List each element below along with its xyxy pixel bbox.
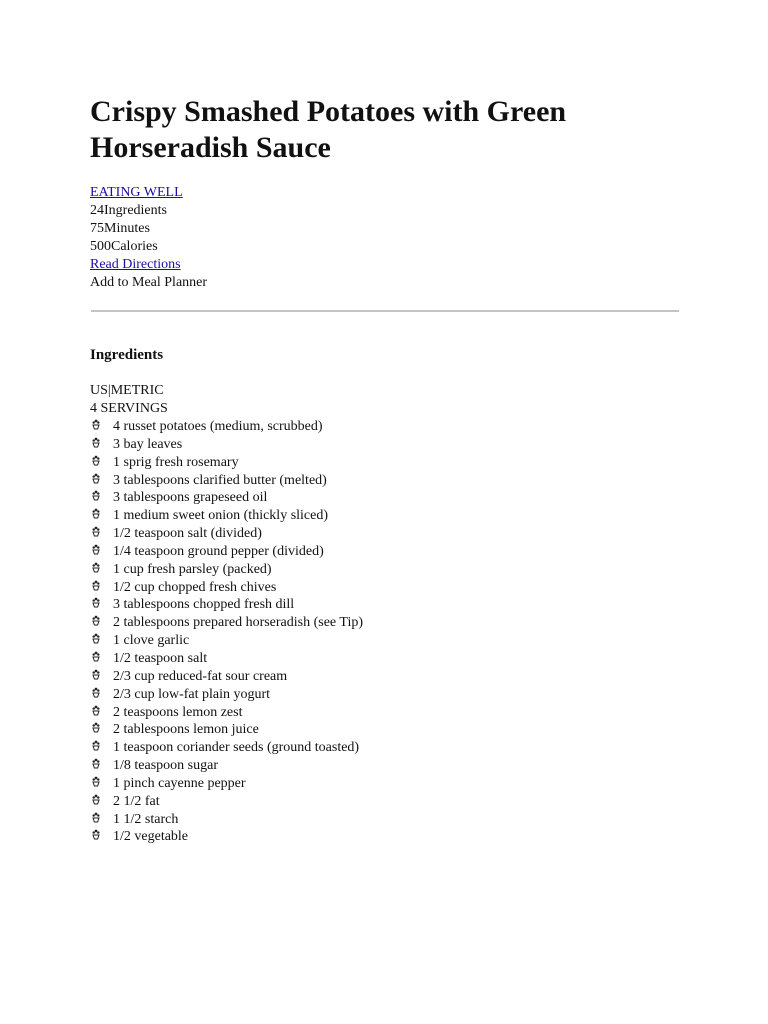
flower-bullet-icon <box>92 758 100 770</box>
ingredient-item <box>90 561 680 579</box>
ingredient-text: 2 tablespoons prepared horseradish (see Tip) <box>113 615 364 631</box>
ingredient-item <box>90 454 680 472</box>
flower-bullet-icon <box>92 508 100 520</box>
ingredient-item <box>90 472 680 490</box>
ingredient-text: 3 tablespoons clarified butter (melted) <box>113 472 327 488</box>
ingredient-text: 3 tablespoons grapeseed oil <box>113 490 268 506</box>
flower-bullet-icon <box>92 829 100 841</box>
flower-bullet-icon <box>92 562 100 574</box>
ingredient-text: 1/8 teaspoon sugar <box>113 758 218 774</box>
flower-bullet-icon <box>92 651 100 663</box>
ingredient-item <box>90 418 680 436</box>
flower-bullet-icon <box>92 473 100 485</box>
ingredient-text: 1/4 teaspoon ground pepper (divided) <box>113 543 324 559</box>
ingredient-text: 1 1/2 starch <box>113 811 179 827</box>
ingredient-text: 1 sprig fresh rosemary <box>113 454 239 470</box>
ingredient-item <box>90 543 680 561</box>
flower-bullet-icon <box>92 455 100 467</box>
flower-bullet-icon <box>92 812 100 824</box>
flower-bullet-icon <box>92 526 100 538</box>
ingredient-text: 3 bay leaves <box>113 436 183 452</box>
flower-bullet-icon <box>92 776 100 788</box>
recipe-meta <box>90 184 680 292</box>
ingredient-item <box>90 596 680 614</box>
flower-bullet-icon <box>92 633 100 645</box>
flower-bullet-icon <box>92 669 100 681</box>
ingredient-item <box>90 686 680 704</box>
ingredient-item <box>90 704 680 722</box>
add-to-meal-planner[interactable]: Add to Meal Planner <box>90 275 208 290</box>
ingredient-item <box>90 525 680 543</box>
ingredient-item <box>90 811 680 829</box>
ingredient-item <box>90 793 680 811</box>
calories-count: 500Calories <box>90 239 158 254</box>
flower-bullet-icon <box>92 580 100 592</box>
units-toggle[interactable]: US|METRIC <box>90 383 164 398</box>
ingredient-text: 4 russet potatoes (medium, scrubbed) <box>113 419 323 434</box>
ingredient-text: 2 1/2 fat <box>113 793 160 809</box>
flower-bullet-icon <box>92 615 100 627</box>
flower-bullet-icon <box>92 687 100 699</box>
flower-bullet-icon <box>92 419 100 431</box>
ingredient-item <box>90 632 680 650</box>
ingredients-count: 24Ingredients <box>90 203 167 218</box>
ingredient-text: 2 tablespoons lemon juice <box>113 722 259 738</box>
ingredients-heading: Ingredients <box>90 347 164 363</box>
ingredient-item <box>90 668 680 686</box>
flower-bullet-icon <box>92 740 100 752</box>
flower-bullet-icon <box>92 544 100 556</box>
minutes-count: 75Minutes <box>90 221 150 236</box>
ingredient-item <box>90 507 680 525</box>
ingredient-text: 1/2 teaspoon salt (divided) <box>113 526 262 542</box>
ingredient-text: 1/2 cup chopped fresh chives <box>113 579 277 595</box>
flower-bullet-icon <box>92 705 100 717</box>
ingredient-text: 1 medium sweet onion (thickly sliced) <box>113 508 329 524</box>
ingredient-item <box>90 739 680 757</box>
page-title: Crispy Smashed Potatoes with Green Horseradish Sauce <box>90 95 567 164</box>
ingredient-item <box>90 436 680 454</box>
read-directions-link[interactable]: Read Directions <box>90 257 181 272</box>
recipe-page <box>90 94 680 846</box>
ingredient-item <box>90 757 680 775</box>
flower-bullet-icon <box>92 490 100 502</box>
ingredient-text: 1 clove garlic <box>113 633 190 649</box>
section-divider <box>91 310 679 312</box>
flower-bullet-icon <box>92 794 100 806</box>
flower-bullet-icon <box>92 437 100 449</box>
ingredient-list <box>90 418 680 846</box>
flower-bullet-icon <box>92 722 100 734</box>
ingredient-text: 1 pinch cayenne pepper <box>113 775 246 791</box>
source-link[interactable]: EATING WELL <box>90 185 183 200</box>
units-block <box>90 382 680 418</box>
ingredient-text: 2 teaspoons lemon zest <box>113 704 243 720</box>
ingredient-text: 2/3 cup reduced-fat sour cream <box>113 668 288 684</box>
ingredient-item <box>90 828 680 846</box>
servings-label: 4 SERVINGS <box>90 401 168 416</box>
ingredient-text: 1 cup fresh parsley (packed) <box>113 561 272 577</box>
flower-bullet-icon <box>92 597 100 609</box>
ingredient-item <box>90 614 680 632</box>
ingredient-item <box>90 489 680 507</box>
ingredient-item <box>90 579 680 597</box>
ingredient-item <box>90 650 680 668</box>
ingredient-item <box>90 775 680 793</box>
ingredient-text: 3 tablespoons chopped fresh dill <box>113 597 295 613</box>
ingredient-text: 1/2 vegetable <box>113 829 189 845</box>
ingredient-text: 1/2 teaspoon salt <box>113 650 208 666</box>
ingredient-item <box>90 721 680 739</box>
ingredient-text: 2/3 cup low-fat plain yogurt <box>113 686 271 702</box>
ingredient-text: 1 teaspoon coriander seeds (ground toasted) <box>113 740 360 756</box>
